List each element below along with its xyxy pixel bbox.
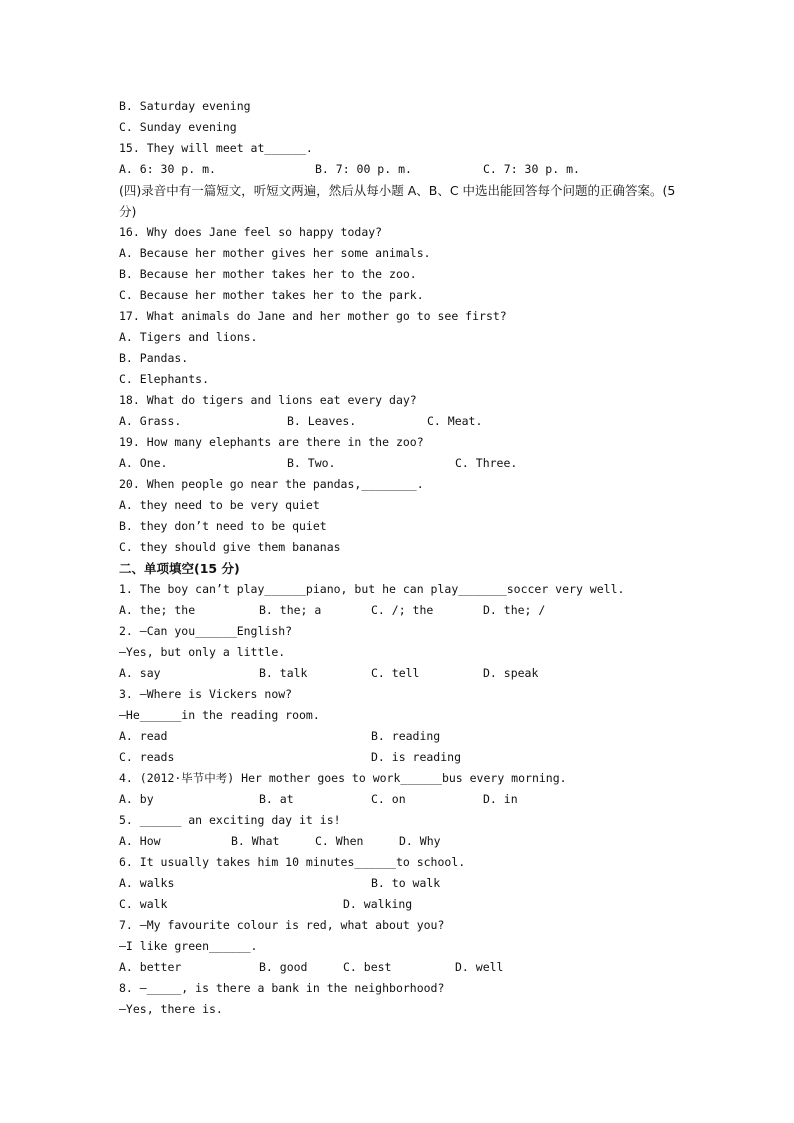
option: B. the; a xyxy=(259,603,322,617)
options-row xyxy=(119,957,679,978)
option: C. reads xyxy=(119,750,175,764)
question-3: 3. —Where is Vickers now? xyxy=(119,687,293,701)
option-line: A. Tigers and lions. xyxy=(119,330,258,344)
options-row xyxy=(119,831,679,852)
options-row xyxy=(119,663,679,684)
option: C. on xyxy=(371,792,406,806)
options-row xyxy=(119,789,679,810)
option: B. talk xyxy=(259,666,308,680)
option: C. tell xyxy=(371,666,420,680)
option: C. Meat. xyxy=(427,414,483,428)
question-15: 15. They will meet at______. xyxy=(119,141,313,155)
option-line: C. Elephants. xyxy=(119,372,210,386)
option: A. by xyxy=(119,792,154,806)
option: C. walk xyxy=(119,897,168,911)
options-row xyxy=(119,747,679,768)
option: B. at xyxy=(259,792,294,806)
section-heading: 二、单项填空(15 分) xyxy=(119,561,240,576)
question-4: 4. (2012·毕节中考) Her mother goes to work______bus every morning. xyxy=(119,771,567,785)
option: D. Why xyxy=(399,834,441,848)
options-row xyxy=(119,600,679,621)
options-row xyxy=(119,453,679,474)
option: B. Two. xyxy=(287,456,336,470)
option: C. When xyxy=(315,834,364,848)
option: A. the; the xyxy=(119,603,196,617)
option-line: C. Because her mother takes her to the park. xyxy=(119,288,424,302)
dialogue-line: —I like green______. xyxy=(119,939,258,953)
option: A. say xyxy=(119,666,161,680)
options-row xyxy=(119,159,679,180)
question-5: 5. ______ an exciting day it is! xyxy=(119,813,341,827)
option-line: C. Sunday evening xyxy=(119,120,237,134)
options-row xyxy=(119,726,679,747)
options-row xyxy=(119,873,679,894)
option: D. the; / xyxy=(483,603,546,617)
option: A. 6: 30 p. m. xyxy=(119,162,216,176)
option: A. Grass. xyxy=(119,414,182,428)
question-16: 16. Why does Jane feel so happy today? xyxy=(119,225,383,239)
option-line: B. Saturday evening xyxy=(119,99,251,113)
section-instruction: (四)录音中有一篇短文，听短文两遍，然后从每小题 A、B、C 中选出能回答每个问题的正确答案。(5 分) xyxy=(119,183,676,219)
option: D. walking xyxy=(343,897,413,911)
option-line: A. Because her mother gives her some animals. xyxy=(119,246,431,260)
option-line: A. they need to be very quiet xyxy=(119,498,320,512)
option: B. 7: 00 p. m. xyxy=(315,162,412,176)
document-page xyxy=(119,96,679,1020)
option: D. well xyxy=(455,960,504,974)
option-line: B. Because her mother takes her to the zoo. xyxy=(119,267,417,281)
option: B. good xyxy=(259,960,308,974)
option: B. What xyxy=(231,834,280,848)
option-line: C. they should give them bananas xyxy=(119,540,341,554)
option: A. better xyxy=(119,960,182,974)
option: B. to walk xyxy=(371,876,441,890)
options-row xyxy=(119,411,679,432)
option: C. best xyxy=(343,960,392,974)
question-17: 17. What animals do Jane and her mother go to see first? xyxy=(119,309,507,323)
option: C. Three. xyxy=(455,456,518,470)
question-7: 7. —My favourite colour is red, what about you? xyxy=(119,918,445,932)
dialogue-line: —Yes, but only a little. xyxy=(119,645,286,659)
option: C. /; the xyxy=(371,603,434,617)
dialogue-line: —He______in the reading room. xyxy=(119,708,320,722)
option: C. 7: 30 p. m. xyxy=(483,162,580,176)
option: A. read xyxy=(119,729,168,743)
option: D. in xyxy=(483,792,518,806)
option: D. is reading xyxy=(371,750,462,764)
option: A. walks xyxy=(119,876,175,890)
option-line: B. Pandas. xyxy=(119,351,189,365)
question-8: 8. —_____, is there a bank in the neighborhood? xyxy=(119,981,445,995)
dialogue-line: —Yes, there is. xyxy=(119,1002,223,1016)
question-2: 2. —Can you______English? xyxy=(119,624,293,638)
options-row xyxy=(119,894,679,915)
option: B. Leaves. xyxy=(287,414,357,428)
question-18: 18. What do tigers and lions eat every day? xyxy=(119,393,417,407)
option: B. reading xyxy=(371,729,441,743)
question-19: 19. How many elephants are there in the zoo? xyxy=(119,435,424,449)
option-line: B. they don’t need to be quiet xyxy=(119,519,327,533)
option: D. speak xyxy=(483,666,539,680)
question-1: 1. The boy can’t play______piano, but he can play_______soccer very well. xyxy=(119,582,625,596)
question-6: 6. It usually takes him 10 minutes______to school. xyxy=(119,855,466,869)
option: A. One. xyxy=(119,456,168,470)
question-20: 20. When people go near the pandas,________. xyxy=(119,477,424,491)
option: A. How xyxy=(119,834,161,848)
